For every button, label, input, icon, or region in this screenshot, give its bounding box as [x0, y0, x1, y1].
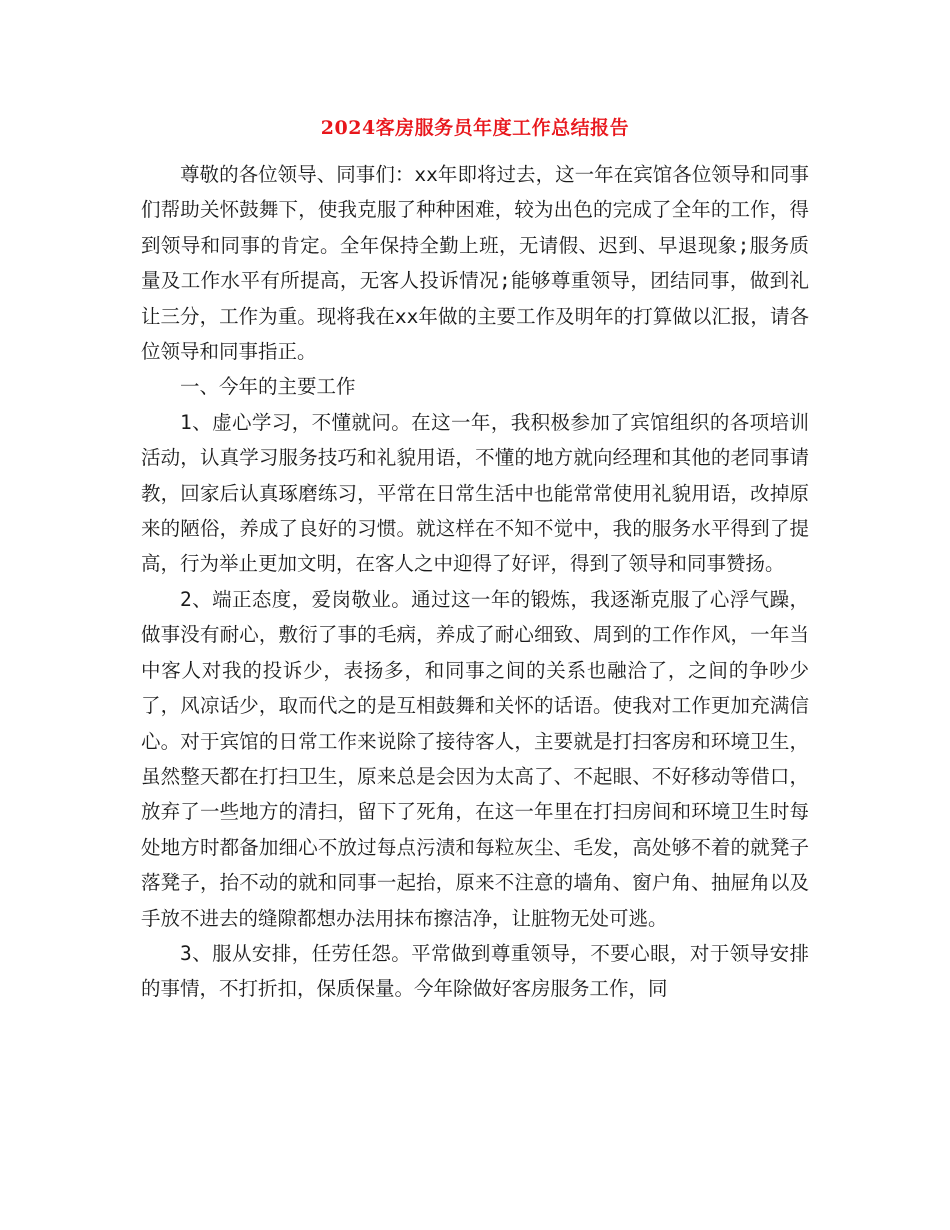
document-body — [141, 157, 809, 1007]
paragraph-item-3: 3、服从安排，任劳任怨。平常做到尊重领导，不要心眼，对于领导安排的事情，不打折扣，保质保量。今年除做好客房服务工作，同 — [141, 941, 809, 1001]
section-heading: 一、今年的主要工作 — [180, 375, 356, 399]
paragraph-item-2: 2、端正态度，爱岗敬业。通过这一年的锻炼，我逐渐克服了心浮气躁，做事没有耐心，敷衍了事的毛病，养成了耐心细致、周到的工作作风，一年当中客人对我的投诉少，表扬多，和同事之间的关系也融洽了，之间的争吵少了，风凉话少，取而代之的是互相鼓舞和关怀的话语。使我对工作更加充满信心。对于宾馆的日常工作来说除了接待客人，主要就是打扫客房和环境卫生，虽然整天都在打扫卫生，原来总是会因为太高了、不起眼、不好移动等借口，放弃了一些地方的清扫，留下了死角，在这一年里在打扫房间和环境卫生时每处地方时都备加细心不放过每点污渍和每粒灰尘、毛发，高处够不着的就凳子落凳子，抬不动的就和同事一起抬，原来不注意的墙角、窗户角、抽屉角以及手放不进去的缝隙都想办法用抹布擦洁净，让脏物无处可逃。 — [141, 587, 809, 930]
paragraph-item-1: 1、虚心学习，不懂就问。在这一年，我积极参加了宾馆组织的各项培训活动，认真学习服务技巧和礼貌用语，不懂的地方就向经理和其他的老同事请教，回家后认真琢磨练习，平常在日常生活中也能常常使用礼貌用语，改掉原来的陋俗，养成了良好的习惯。就这样在不知不觉中，我的服务水平得到了提高，行为举止更加文明，在客人之中迎得了好评，得到了领导和同事赞扬。 — [141, 410, 809, 576]
document-title: 2024客房服务员年度工作总结报告 — [320, 117, 630, 139]
paragraph-greeting: 尊敬的各位领导、同事们：xx年即将过去，这一年在宾馆各位领导和同事们帮助关怀鼓舞下，使我克服了种种困难，较为出色的完成了全年的工作，得到领导和同事的肯定。全年保持全勤上班，无请假、迟到、早退现象;服务质量及工作水平有所提高，无客人投诉情况;能够尊重领导，团结同事，做到礼让三分，工作为重。现将我在xx年做的主要工作及明年的打算做以汇报，请各位领导和同事指正。 — [141, 163, 809, 364]
